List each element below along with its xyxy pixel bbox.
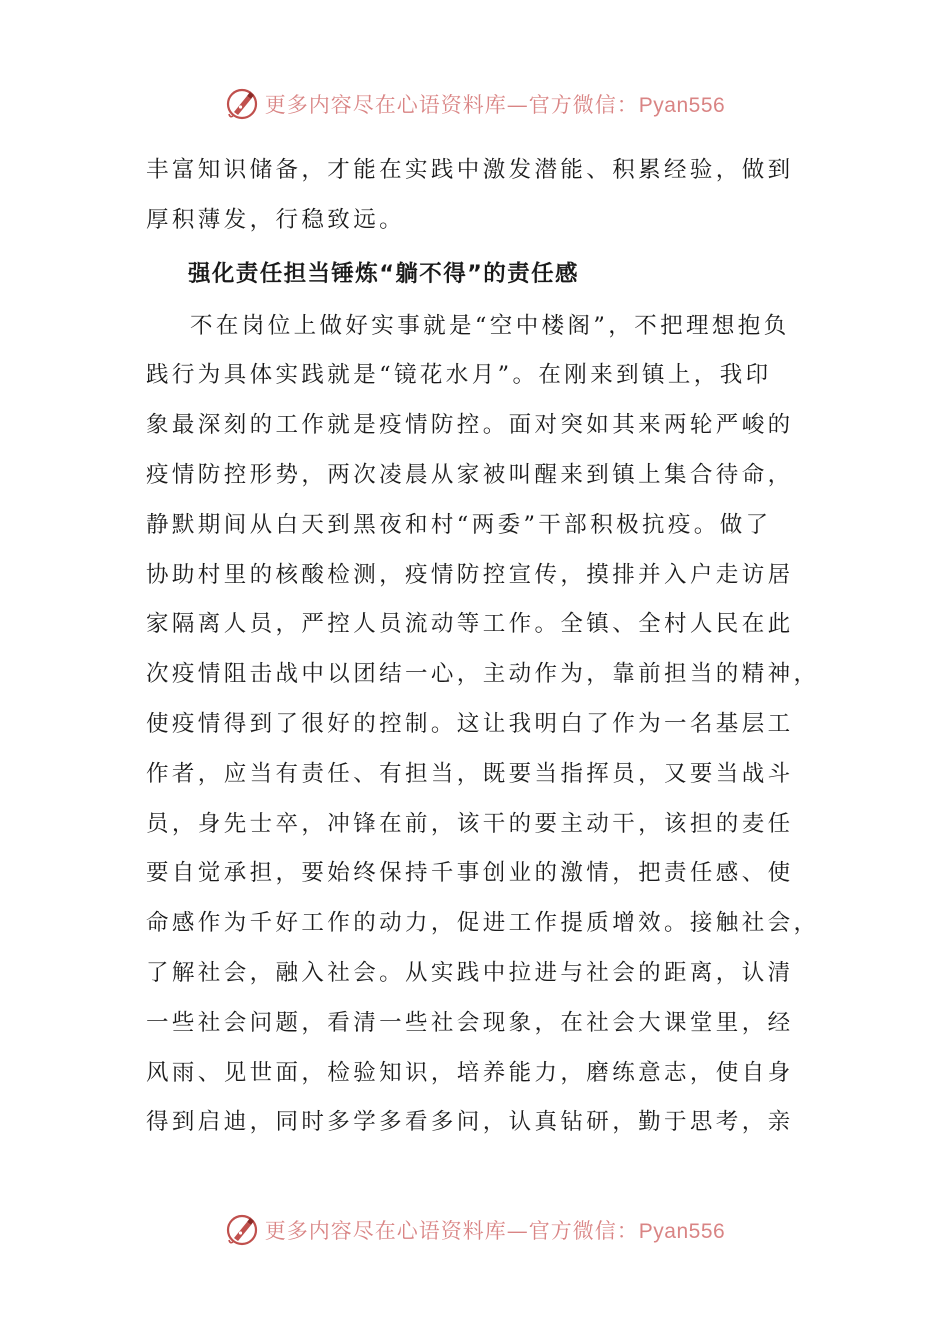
- paragraph-line: 了解社会，融入社会。从实践中拉进与社会的距离，认清: [146, 959, 794, 986]
- header-banner: [0, 84, 950, 124]
- banner-text: [265, 1215, 725, 1245]
- banner-wechat-id: Pyan556: [638, 1220, 726, 1243]
- paragraph-line: 员，身先士卒，冲锋在前，该干的要主动干，该担的麦任: [146, 810, 794, 837]
- banner-text: [265, 89, 725, 119]
- paragraph-line: 践行为具体实践就是“镜花水月”。在刚来到镇上，我印: [146, 362, 772, 389]
- document-body: [146, 146, 820, 1148]
- pen-nib-icon: [225, 1213, 259, 1247]
- banner-text-cn: 更多内容尽在心语资料库—官方微信：: [264, 1219, 639, 1243]
- paragraph-line: 次疫情阻击战中以团结一心，主动作为，靠前担当的精神，: [146, 661, 820, 688]
- banner-wechat-id: Pyan556: [638, 94, 726, 117]
- paragraph-line: 风雨、见世面，检验知识，培养能力，磨练意志，使自身: [146, 1059, 794, 1086]
- paragraph-line: 作者，应当有责任、有担当，既要当指挥员，又要当战斗: [146, 760, 794, 787]
- paragraph-line: 要自觉承担，要始终保持千事创业的激情，把责任感、使: [146, 860, 794, 887]
- paragraph-line: 得到启迪，同时多学多看多问，认真钻研，勤于思考，亲: [146, 1109, 794, 1136]
- paragraph-line: 命感作为千好工作的动力，促进工作提质增效。接触社会，: [146, 910, 820, 937]
- footer-banner: [0, 1210, 950, 1250]
- paragraph-line: 家隔离人员，严控人员流动等工作。全镇、全村人民在此: [146, 611, 794, 638]
- paragraph-line: 丰富知识储备，才能在实践中激发潜能、积累经验，做到: [146, 157, 794, 183]
- section-heading: 强化责任担当锤炼“躺不得”的责任感: [188, 260, 579, 287]
- paragraph-line: 使疫情得到了很好的控制。这让我明白了作为一名基层工: [146, 710, 794, 737]
- banner-text-cn: 更多内容尽在心语资料库—官方微信：: [264, 93, 639, 117]
- paragraph-line: 协助村里的核酸检测，疫情防控宣传，摸排并入户走访居: [146, 561, 794, 588]
- paragraph-line: 不在岗位上做好实事就是“空中楼阁”，不把理想抱负: [190, 312, 790, 339]
- paragraph-line: 一些社会问题，看清一些社会现象，在社会大课堂里，经: [146, 1009, 794, 1036]
- paragraph-line: 厚积薄发，行稳致远。: [146, 206, 406, 233]
- paragraph-line: 疫情防控形势，两次凌晨从家被叫醒来到镇上集合待命，: [146, 461, 794, 488]
- paragraph-line: 静默期间从白天到黑夜和村“两委”干部积极抗疫。做了: [146, 511, 772, 538]
- pen-nib-icon: [225, 87, 259, 121]
- paragraph-line: 象最深刻的工作就是疫情防控。面对突如其来两轮严峻的: [146, 412, 794, 439]
